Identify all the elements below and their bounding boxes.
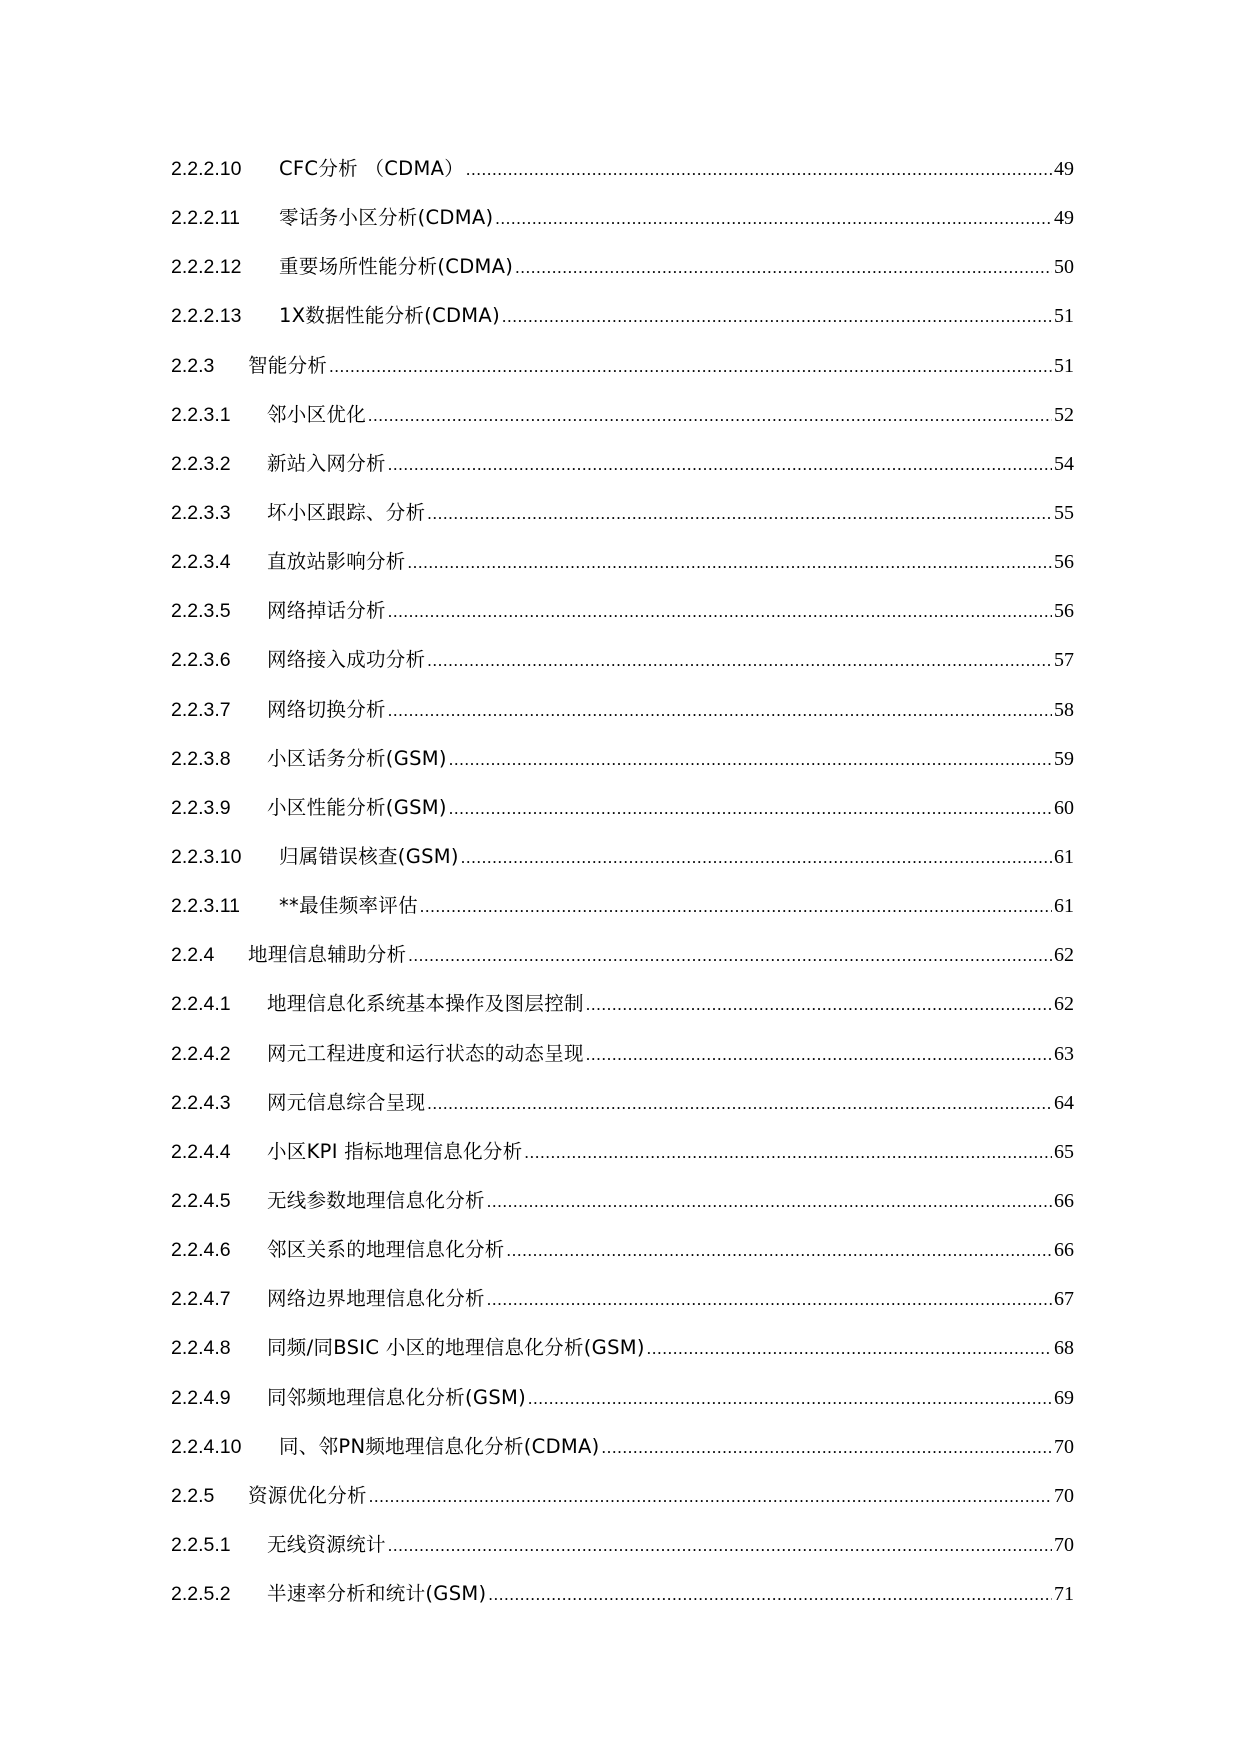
toc-dot-leader xyxy=(408,931,1052,980)
toc-entry-number: 2.2.4 xyxy=(171,944,215,967)
toc-entry-page: 62 xyxy=(1054,944,1074,967)
toc-entry[interactable] xyxy=(171,685,1074,734)
toc-entry-number: 2.2.3.7 xyxy=(171,698,231,721)
toc-entry-title: 同邻频地理信息化分析(GSM) xyxy=(267,1385,527,1409)
toc-dot-leader xyxy=(388,440,1052,489)
toc-entry[interactable] xyxy=(171,439,1074,488)
toc-entry-page: 64 xyxy=(1054,1091,1074,1114)
toc-entry-number: 2.2.4.4 xyxy=(171,1140,231,1163)
toc-entry[interactable] xyxy=(171,242,1074,291)
toc-dot-leader xyxy=(329,342,1052,391)
toc-entry-number: 2.2.3.8 xyxy=(171,747,231,770)
toc-entry-page: 51 xyxy=(1054,305,1074,328)
toc-entry-title: 网络边界地理信息化分析 xyxy=(267,1287,485,1311)
toc-entry[interactable] xyxy=(171,1569,1074,1618)
toc-entry-title: 智能分析 xyxy=(248,353,328,377)
toc-entry[interactable] xyxy=(171,1127,1074,1176)
toc-entry-page: 57 xyxy=(1054,649,1074,672)
toc-dot-leader xyxy=(388,686,1052,735)
toc-entry-title: 地理信息辅助分析 xyxy=(248,943,407,967)
toc-entry[interactable] xyxy=(171,635,1074,684)
toc-dot-leader xyxy=(388,1521,1052,1570)
toc-entry-page: 52 xyxy=(1054,403,1074,426)
toc-entry[interactable] xyxy=(171,734,1074,783)
toc-dot-leader xyxy=(515,243,1052,292)
toc-entry-page: 50 xyxy=(1054,256,1074,279)
toc-entry-title: 零话务小区分析(CDMA) xyxy=(279,206,494,230)
toc-entry-title: 无线参数地理信息化分析 xyxy=(267,1188,485,1212)
toc-entry[interactable] xyxy=(171,979,1074,1028)
toc-entry-title: 小区KPI 指标地理信息化分析 xyxy=(267,1139,523,1163)
toc-entry[interactable] xyxy=(171,537,1074,586)
toc-entry-number: 2.2.3.3 xyxy=(171,501,231,524)
toc-entry-number: 2.2.4.2 xyxy=(171,1042,231,1065)
toc-entry-number: 2.2.4.9 xyxy=(171,1386,231,1409)
toc-entry-number: 2.2.3.11 xyxy=(171,895,241,918)
toc-entry-page: 70 xyxy=(1054,1435,1074,1458)
toc-dot-leader xyxy=(586,1030,1052,1079)
toc-entry-page: 56 xyxy=(1054,551,1074,574)
toc-entry-number: 2.2.4.6 xyxy=(171,1239,231,1262)
toc-dot-leader xyxy=(368,391,1052,440)
toc-entry[interactable] xyxy=(171,1323,1074,1372)
toc-entry-number: 2.2.4.8 xyxy=(171,1337,231,1360)
toc-entry[interactable] xyxy=(171,1471,1074,1520)
toc-entry-page: 63 xyxy=(1054,1042,1074,1065)
toc-entry[interactable] xyxy=(171,1274,1074,1323)
toc-dot-leader xyxy=(586,980,1052,1029)
toc-entry-page: 61 xyxy=(1054,895,1074,918)
toc-entry-number: 2.2.5.2 xyxy=(171,1583,231,1606)
toc-entry-page: 67 xyxy=(1054,1288,1074,1311)
toc-dot-leader xyxy=(507,1226,1052,1275)
toc-entry[interactable] xyxy=(171,390,1074,439)
toc-entry-number: 2.2.3 xyxy=(171,354,215,377)
toc-entry-page: 58 xyxy=(1054,698,1074,721)
toc-entry-title: 同、邻PN频地理信息化分析(CDMA) xyxy=(279,1434,600,1458)
toc-dot-leader xyxy=(420,882,1052,931)
toc-entry-number: 2.2.2.10 xyxy=(171,158,242,180)
toc-entry-title: 小区话务分析(GSM) xyxy=(267,746,447,770)
toc-entry-number: 2.2.3.1 xyxy=(171,403,231,426)
toc-dot-leader xyxy=(502,292,1052,341)
toc-entry-page: 65 xyxy=(1054,1140,1074,1163)
toc-entry-title: 新站入网分析 xyxy=(267,451,386,475)
toc-entry[interactable] xyxy=(171,832,1074,881)
toc-entry[interactable] xyxy=(171,783,1074,832)
toc-dot-leader xyxy=(487,1275,1052,1324)
toc-entry-page: 66 xyxy=(1054,1189,1074,1212)
toc-entry[interactable] xyxy=(171,291,1074,340)
toc-entry-page: 56 xyxy=(1054,600,1074,623)
toc-entry-number: 2.2.3.6 xyxy=(171,649,231,672)
toc-entry-title: 重要场所性能分析(CDMA) xyxy=(279,255,514,279)
toc-entry-title: 邻小区优化 xyxy=(267,402,367,426)
toc-entry-title: 网络切换分析 xyxy=(267,697,386,721)
toc-entry-title: 地理信息化系统基本操作及图层控制 xyxy=(267,992,584,1016)
toc-entry-title: **最佳频率评估 xyxy=(279,894,418,918)
toc-dot-leader xyxy=(427,489,1052,538)
toc-entry[interactable] xyxy=(171,881,1074,930)
toc-entry-page: 66 xyxy=(1054,1239,1074,1262)
toc-dot-leader xyxy=(408,538,1052,587)
toc-entry-number: 2.2.4.10 xyxy=(171,1435,242,1458)
toc-entry-page: 55 xyxy=(1054,501,1074,524)
toc-entry-page: 49 xyxy=(1054,207,1074,230)
toc-dot-leader xyxy=(449,784,1052,833)
toc-entry-title: 网络接入成功分析 xyxy=(267,648,426,672)
toc-entry[interactable] xyxy=(171,930,1074,979)
toc-entry-title: 1X数据性能分析(CDMA) xyxy=(279,304,500,328)
toc-dot-leader xyxy=(388,587,1052,636)
toc-entry-title: 邻区关系的地理信息化分析 xyxy=(267,1238,505,1262)
toc-dot-leader xyxy=(427,1079,1052,1128)
toc-entry[interactable] xyxy=(171,1176,1074,1225)
toc-entry-number: 2.2.3.4 xyxy=(171,551,231,574)
toc-entry[interactable] xyxy=(171,193,1074,242)
toc-entry-number: 2.2.3.2 xyxy=(171,452,231,475)
toc-entry[interactable] xyxy=(171,1422,1074,1471)
toc-entry-title: 归属错误核查(GSM) xyxy=(279,844,459,868)
toc-entry[interactable] xyxy=(171,341,1074,390)
toc-entry[interactable] xyxy=(171,488,1074,537)
toc-entry[interactable] xyxy=(171,1225,1074,1274)
toc-entry-page: 51 xyxy=(1054,354,1074,377)
toc-entry-page: 68 xyxy=(1054,1337,1074,1360)
toc-entry-number: 2.2.3.10 xyxy=(171,845,242,868)
toc-entry-page: 59 xyxy=(1054,747,1074,770)
toc-entry-title: 同频/同BSIC 小区的地理信息化分析(GSM) xyxy=(267,1336,645,1360)
toc-entry-number: 2.2.4.3 xyxy=(171,1091,231,1114)
toc-entry-page: 54 xyxy=(1054,452,1074,475)
toc-entry-page: 71 xyxy=(1054,1583,1074,1606)
toc-entry-page: 60 xyxy=(1054,796,1074,819)
toc-entry-title: 资源优化分析 xyxy=(248,1483,367,1507)
toc-dot-leader xyxy=(525,1128,1053,1177)
toc-entry[interactable] xyxy=(171,1078,1074,1127)
toc-entry[interactable] xyxy=(171,1520,1074,1569)
toc-dot-leader xyxy=(647,1324,1052,1373)
table-of-contents xyxy=(171,144,1074,1618)
toc-entry-page: 62 xyxy=(1054,993,1074,1016)
toc-dot-leader xyxy=(369,1472,1052,1521)
toc-entry-title: CFC分析 （CDMA） xyxy=(279,157,465,180)
toc-entry-number: 2.2.4.7 xyxy=(171,1288,231,1311)
toc-entry-page: 49 xyxy=(1054,158,1074,180)
toc-entry-title: 网元信息综合呈现 xyxy=(267,1090,426,1114)
toc-entry-number: 2.2.5 xyxy=(171,1484,215,1507)
toc-entry-number: 2.2.3.9 xyxy=(171,796,231,819)
toc-entry-page: 61 xyxy=(1054,845,1074,868)
toc-entry-title: 无线资源统计 xyxy=(267,1532,386,1556)
toc-entry[interactable] xyxy=(171,1029,1074,1078)
toc-entry[interactable] xyxy=(171,586,1074,635)
toc-entry-page: 69 xyxy=(1054,1386,1074,1409)
toc-entry-number: 2.2.2.13 xyxy=(171,305,242,328)
toc-entry-number: 2.2.3.5 xyxy=(171,600,231,623)
toc-dot-leader xyxy=(466,145,1052,194)
toc-entry-title: 直放站影响分析 xyxy=(267,550,406,574)
toc-entry-title: 网元工程进度和运行状态的动态呈现 xyxy=(267,1041,584,1065)
toc-entry-number: 2.2.4.5 xyxy=(171,1189,231,1212)
toc-entry[interactable] xyxy=(171,1373,1074,1422)
toc-dot-leader xyxy=(427,636,1052,685)
toc-entry[interactable] xyxy=(171,144,1074,193)
toc-entry-number: 2.2.2.11 xyxy=(171,207,241,230)
toc-entry-number: 2.2.4.1 xyxy=(171,993,231,1016)
toc-entry-page: 70 xyxy=(1054,1484,1074,1507)
toc-dot-leader xyxy=(487,1177,1052,1226)
toc-entry-title: 小区性能分析(GSM) xyxy=(267,795,447,819)
toc-entry-number: 2.2.5.1 xyxy=(171,1533,231,1556)
toc-dot-leader xyxy=(602,1423,1052,1472)
toc-dot-leader xyxy=(495,194,1052,243)
toc-dot-leader xyxy=(528,1374,1052,1423)
toc-entry-title: 网络掉话分析 xyxy=(267,599,386,623)
toc-entry-page: 70 xyxy=(1054,1533,1074,1556)
toc-dot-leader xyxy=(488,1570,1052,1619)
toc-entry-title: 坏小区跟踪、分析 xyxy=(267,500,426,524)
toc-entry-number: 2.2.2.12 xyxy=(171,256,242,279)
toc-dot-leader xyxy=(461,833,1052,882)
toc-entry-title: 半速率分析和统计(GSM) xyxy=(267,1582,487,1606)
toc-dot-leader xyxy=(449,735,1052,784)
